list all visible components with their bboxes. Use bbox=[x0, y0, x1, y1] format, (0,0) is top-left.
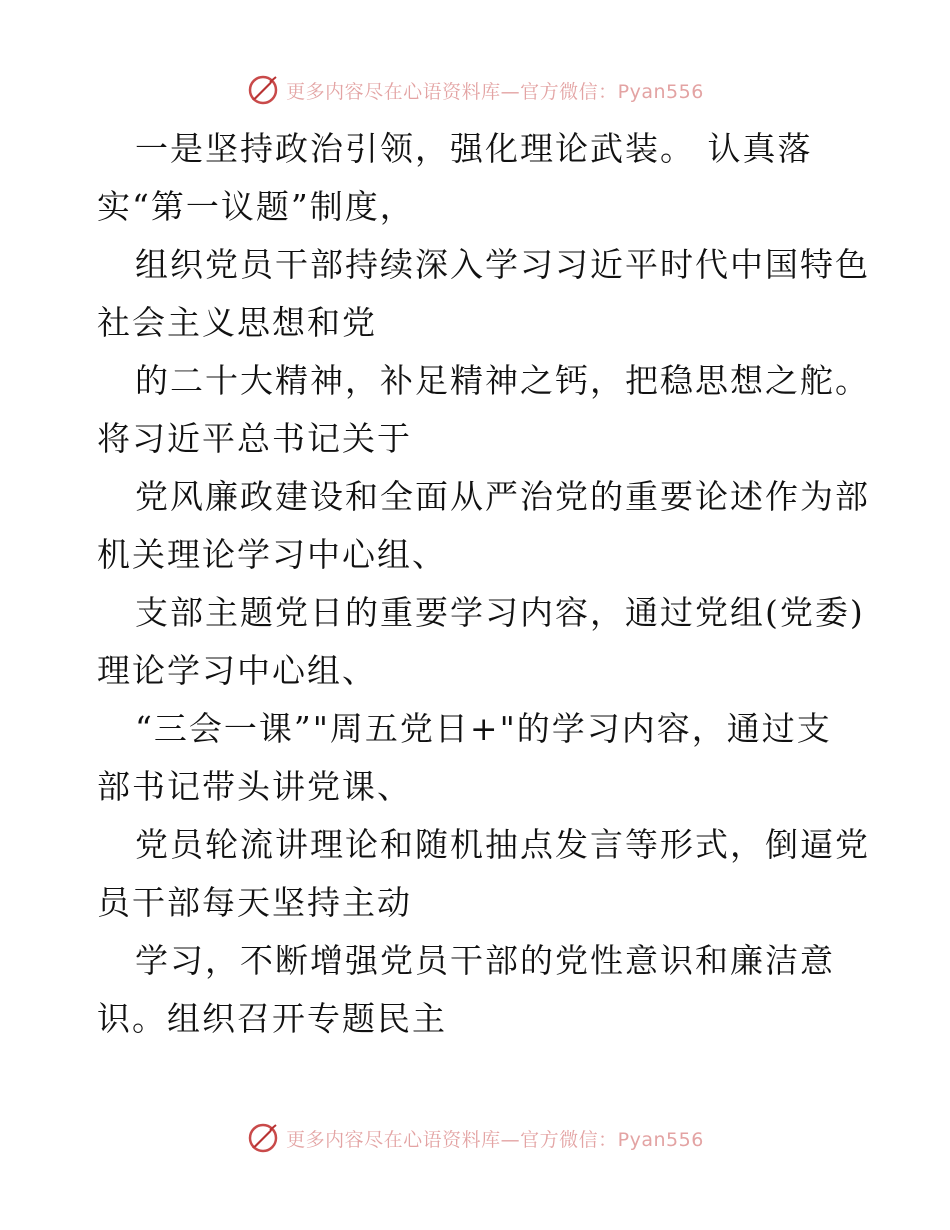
paragraph-line-6: 将习近平总书记关于 bbox=[97, 419, 412, 458]
footer-watermark-text: 更多内容尽在心语资料库—官方微信：Pyan556 bbox=[286, 1128, 704, 1151]
paragraph-line-3: 组织党员干部持续深入学习习近平时代中国特色 bbox=[135, 245, 870, 284]
paragraph-line-12: 部书记带头讲党课、 bbox=[97, 767, 412, 806]
paragraph-line-4: 社会主义思想和党 bbox=[97, 303, 377, 342]
paragraph-line-13: 党员轮流讲理论和随机抽点发言等形式，倒逼党 bbox=[135, 825, 870, 864]
quill-logo-icon bbox=[246, 1121, 280, 1155]
paragraph-line-14: 员干部每天坚持主动 bbox=[97, 883, 412, 922]
paragraph-line-2: 实“第一议题”制度， bbox=[97, 187, 415, 226]
document-body bbox=[97, 120, 870, 1048]
paragraph-line-16: 识。组织召开专题民主 bbox=[97, 999, 447, 1038]
footer-watermark-banner bbox=[0, 1118, 950, 1158]
paragraph-line-11: “三会一课”"周五党日+"的学习内容，通过支 bbox=[135, 709, 832, 748]
header-watermark-text: 更多内容尽在心语资料库—官方微信：Pyan556 bbox=[286, 80, 704, 103]
paragraph-line-15: 学习，不断增强党员干部的党性意识和廉洁意 bbox=[135, 941, 835, 980]
quill-logo-icon bbox=[246, 73, 280, 107]
paragraph-line-5: 的二十大精神，补足精神之钙，把稳思想之舵。 bbox=[135, 361, 870, 400]
paragraph-line-8: 机关理论学习中心组、 bbox=[97, 535, 447, 574]
paragraph-line-10: 理论学习中心组、 bbox=[97, 651, 377, 690]
paragraph-line-1: 一是坚持政治引领，强化理论武装。 认真落 bbox=[135, 129, 813, 168]
paragraph-line-7: 党风廉政建设和全面从严治党的重要论述作为部 bbox=[135, 477, 870, 516]
paragraph-line-9: 支部主题党日的重要学习内容，通过党组(党委) bbox=[135, 593, 865, 632]
header-watermark-banner bbox=[0, 70, 950, 110]
